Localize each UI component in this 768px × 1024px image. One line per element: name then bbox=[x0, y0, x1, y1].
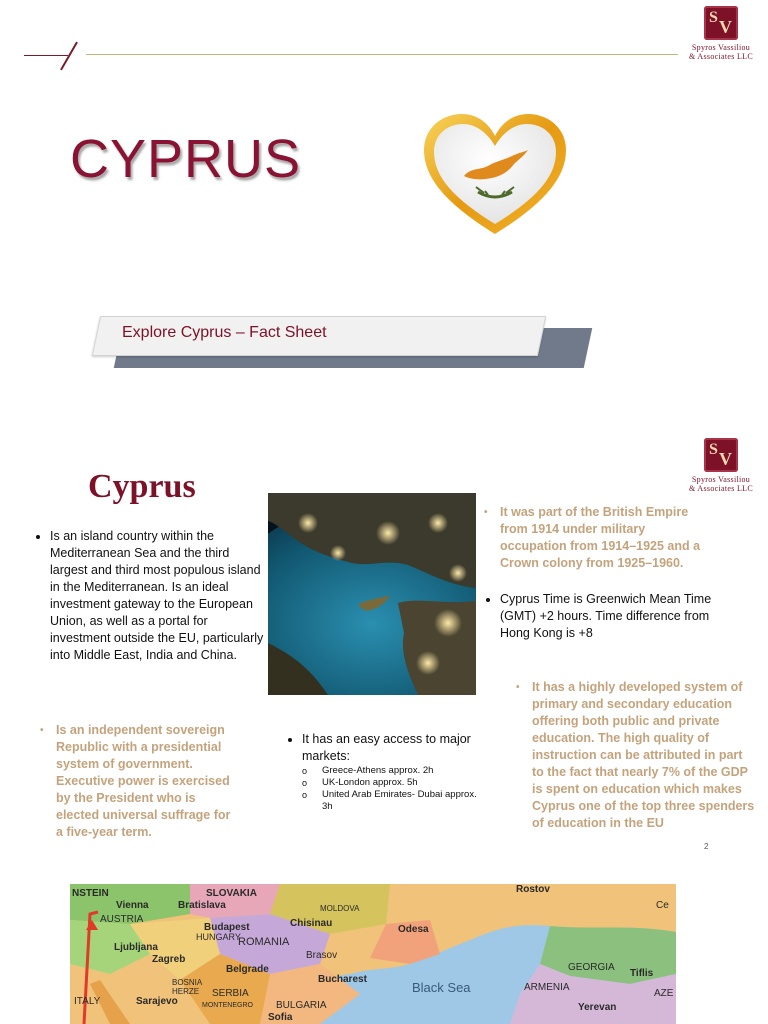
banner-text: Explore Cyprus – Fact Sheet bbox=[122, 324, 327, 341]
list-item: • Cyprus Time is Greenwich Mean Time (GMT) +2 hours. Time difference from Hong Kong is +8 bbox=[500, 591, 712, 642]
list-item: • Is an independent sovereign Republic with a presidential system of government. Executive power is exercised by the President who is elected universal suffrage for a five-year term. bbox=[34, 722, 238, 841]
logo-line-1: Spyros Vassiliou bbox=[691, 43, 751, 52]
logo-line-2: & Associates LLC bbox=[689, 52, 753, 61]
map-label: Budapest bbox=[204, 922, 250, 933]
map-label: Yerevan bbox=[578, 1002, 617, 1013]
map-label: Ljubljana bbox=[114, 942, 158, 953]
map-label: BULGARIA bbox=[276, 1000, 327, 1011]
list-item: o United Arab Emirates- Dubai approx. 3h bbox=[302, 789, 482, 813]
map-label: Bucharest bbox=[318, 974, 367, 985]
map-label: Sofia bbox=[268, 1012, 293, 1023]
left-bullet-block bbox=[30, 528, 266, 664]
history-bullet-block bbox=[478, 504, 710, 572]
map-label: Belgrade bbox=[226, 964, 269, 975]
list-item: • It has an easy access to major markets: bbox=[302, 731, 482, 765]
map-label: ARMENIA bbox=[524, 982, 570, 993]
map-label: Black Sea bbox=[412, 980, 471, 995]
map-label: ITALY bbox=[74, 996, 101, 1007]
map-label: Zagreb bbox=[152, 954, 186, 965]
map-label: Sarajevo bbox=[136, 996, 178, 1007]
map-label: HUNGARY bbox=[196, 932, 241, 942]
cyprus-heart-flag-icon bbox=[420, 110, 570, 240]
page-number: 2 bbox=[704, 842, 709, 851]
education-bullet-block bbox=[510, 679, 756, 832]
map-label: NSTEIN bbox=[72, 888, 109, 899]
list-item: • Is an island country within the Mediterranean Sea and the third largest and third most populous island in the Mediterranean. Is an ideal investment gateway to the European Union, as well as a portal for investment outside the EU, particularly into Middle East, India and China. bbox=[50, 528, 266, 664]
map-label: Vienna bbox=[116, 900, 149, 911]
company-logo bbox=[680, 6, 762, 61]
map-label: Rostov bbox=[516, 884, 550, 895]
map-label: Tiflis bbox=[630, 968, 654, 979]
region-map bbox=[70, 884, 676, 1024]
list-item: • It was part of the British Empire from 1914 under military occupation from 1914–1925 and a Crown colony from 1925–1960. bbox=[478, 504, 710, 572]
list-item: • It has a highly developed system of primary and secondary education offering both public and private education. The high quality of instruction can be attributed in part to the fact that nearly 7% of the GDP is spent on education which makes Cyprus one of the top three spenders of education in the EU bbox=[510, 679, 756, 832]
list-item: o Greece-Athens approx. 2h bbox=[302, 765, 482, 777]
company-logo-2 bbox=[680, 438, 762, 493]
map-label: MOLDOVA bbox=[320, 904, 360, 913]
map-label: AZE bbox=[654, 988, 674, 999]
section-title: Cyprus bbox=[88, 468, 196, 505]
logo-line-2: & Associates LLC bbox=[689, 484, 753, 493]
government-bullet-block bbox=[34, 722, 238, 841]
logo-monogram-icon: S V bbox=[704, 438, 738, 472]
logo-line-1: Spyros Vassiliou bbox=[691, 475, 751, 484]
header-rule-left bbox=[24, 55, 68, 56]
map-label: Brasov bbox=[306, 950, 338, 961]
map-label: Odesa bbox=[398, 924, 429, 935]
markets-sublist bbox=[282, 765, 482, 813]
header-rule-right bbox=[86, 54, 678, 55]
map-label: Bratislava bbox=[178, 900, 226, 911]
map-label: BOSNIA HERZE bbox=[172, 978, 202, 996]
map-label: ROMANIA bbox=[238, 936, 290, 948]
page-title: CYPRUS bbox=[70, 129, 302, 189]
map-label: AUSTRIA bbox=[100, 914, 144, 925]
logo-monogram-icon: S V bbox=[704, 6, 738, 40]
map-label: GEORGIA bbox=[568, 962, 615, 973]
map-label: Chisinau bbox=[290, 918, 333, 929]
map-label: MONTENEGRO bbox=[202, 1002, 253, 1009]
map-label: Ce bbox=[656, 900, 669, 911]
time-bullet-block bbox=[480, 591, 712, 642]
header-rule-slash bbox=[60, 42, 78, 71]
markets-bullet-block bbox=[282, 731, 482, 813]
list-item: o UK-London approx. 5h bbox=[302, 777, 482, 789]
earth-night-image bbox=[268, 493, 476, 695]
map-label: SERBIA bbox=[212, 988, 249, 999]
map-label: SLOVAKIA bbox=[206, 888, 257, 899]
